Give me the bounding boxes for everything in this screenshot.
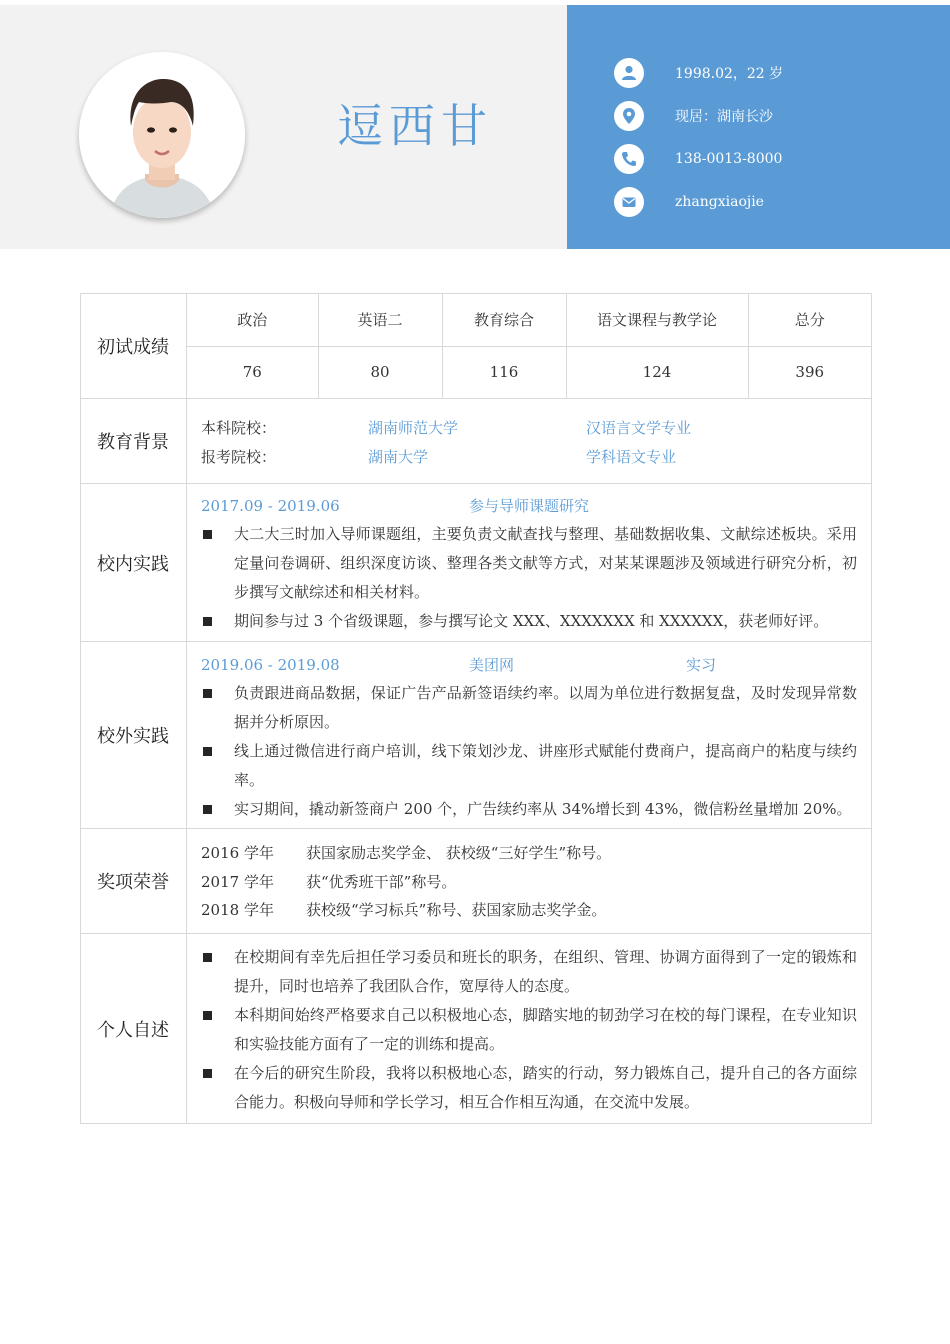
award-item: 2017 学年 获“优秀班干部”称号。 <box>201 872 457 891</box>
score-header: 总分 <box>748 294 871 346</box>
list-item: 线上通过微信进行商户培训，线下策划沙龙、讲座形式赋能付费商户，提高商户的粘度与续约率。 <box>201 737 857 795</box>
score-value: 76 <box>187 346 318 398</box>
user-icon <box>614 58 644 88</box>
campus-headline: 2017.09 - 2019.06 参与导师课题研究 <box>201 496 590 515</box>
section-label: 个人自述 <box>81 934 187 1124</box>
contact-location <box>614 101 773 131</box>
section-self <box>81 934 872 1124</box>
list-item: 在今后的研究生阶段，我将以积极地心态，踏实的行动，努力锻炼自己，提升自己的各方面综合能力。积极向导师和学长学习，相互合作相互沟通，在交流中发展。 <box>201 1059 857 1117</box>
scores-table <box>187 294 871 398</box>
score-header: 政治 <box>187 294 318 346</box>
birth-text: 1998.02，22 岁 <box>675 66 784 82</box>
avatar <box>79 52 245 218</box>
score-value: 124 <box>566 346 748 398</box>
section-awards <box>81 829 872 934</box>
score-header: 语文课程与教学论 <box>566 294 748 346</box>
education-row: 本科院校： 湖南师范大学 汉语言文学专业 <box>201 419 692 437</box>
list-item: 大二大三时加入导师课题组，主要负责文献查找与整理、基础数据收集、文献综述板块。采用定量问卷调研、组织深度访谈、整理各类文献等方式，对某某课题涉及领域进行研究分析，初步撰写文献综述和相关材料。 <box>201 520 857 607</box>
education-row: 报考院校： 湖南大学 学科语文专业 <box>201 448 677 466</box>
score-header: 教育综合 <box>442 294 566 346</box>
location-pin-icon <box>614 101 644 131</box>
list-item: 期间参与过 3 个省级课题，参与撰写论文 XXX、XXXXXXX 和 XXXXXX，获老师好评。 <box>201 607 857 636</box>
portrait-image <box>79 52 245 218</box>
phone-text: 138-0013-8000 <box>675 151 783 167</box>
list-item: 实习期间，撬动新签商户 200 个，广告续约率从 34%增长到 43%，微信粉丝量增加 20%。 <box>201 795 857 824</box>
external-headline: 2019.06 - 2019.08 美团网 实习 <box>201 655 717 674</box>
list-item: 负责跟进商品数据，保证广告产品新签语续约率。以周为单位进行数据复盘，及时发现异常数据并分析原因。 <box>201 679 857 737</box>
list-item: 本科期间始终严格要求自己以积极地心态，脚踏实地的韧劲学习在校的每门课程，在专业知识和实验技能方面有了一定的训练和提高。 <box>201 1001 857 1059</box>
contact-birth <box>614 58 783 88</box>
contact-phone <box>614 144 782 174</box>
score-header: 英语二 <box>318 294 442 346</box>
section-label: 校外实践 <box>81 642 187 829</box>
section-external <box>81 642 872 829</box>
section-label: 初试成绩 <box>81 294 187 399</box>
award-item: 2016 学年 获国家励志奖学金、 获校级“三好学生”称号。 <box>201 844 612 862</box>
location-text: 现居：湖南长沙 <box>675 109 773 125</box>
candidate-name: 逗西甘 <box>337 99 493 153</box>
contact-email <box>614 187 764 217</box>
section-label: 校内实践 <box>81 484 187 642</box>
section-scores <box>81 294 872 399</box>
phone-icon <box>614 144 644 174</box>
mail-icon <box>614 187 644 217</box>
section-label: 奖项荣誉 <box>81 829 187 934</box>
section-education <box>81 399 872 484</box>
section-label: 教育背景 <box>81 399 187 484</box>
section-campus <box>81 484 872 642</box>
award-item: 2018 学年 获校级“学习标兵”称号、获国家励志奖学金。 <box>201 901 607 920</box>
list-item: 在校期间有幸先后担任学习委员和班长的职务，在组织、管理、协调方面得到了一定的锻炼和提升，同时也培养了我团队合作，宽厚待人的态度。 <box>201 943 857 1001</box>
score-value: 116 <box>442 346 566 398</box>
score-value: 80 <box>318 346 442 398</box>
email-text: zhangxiaojie <box>675 194 764 210</box>
resume-table <box>80 293 872 1124</box>
score-value: 396 <box>748 346 871 398</box>
